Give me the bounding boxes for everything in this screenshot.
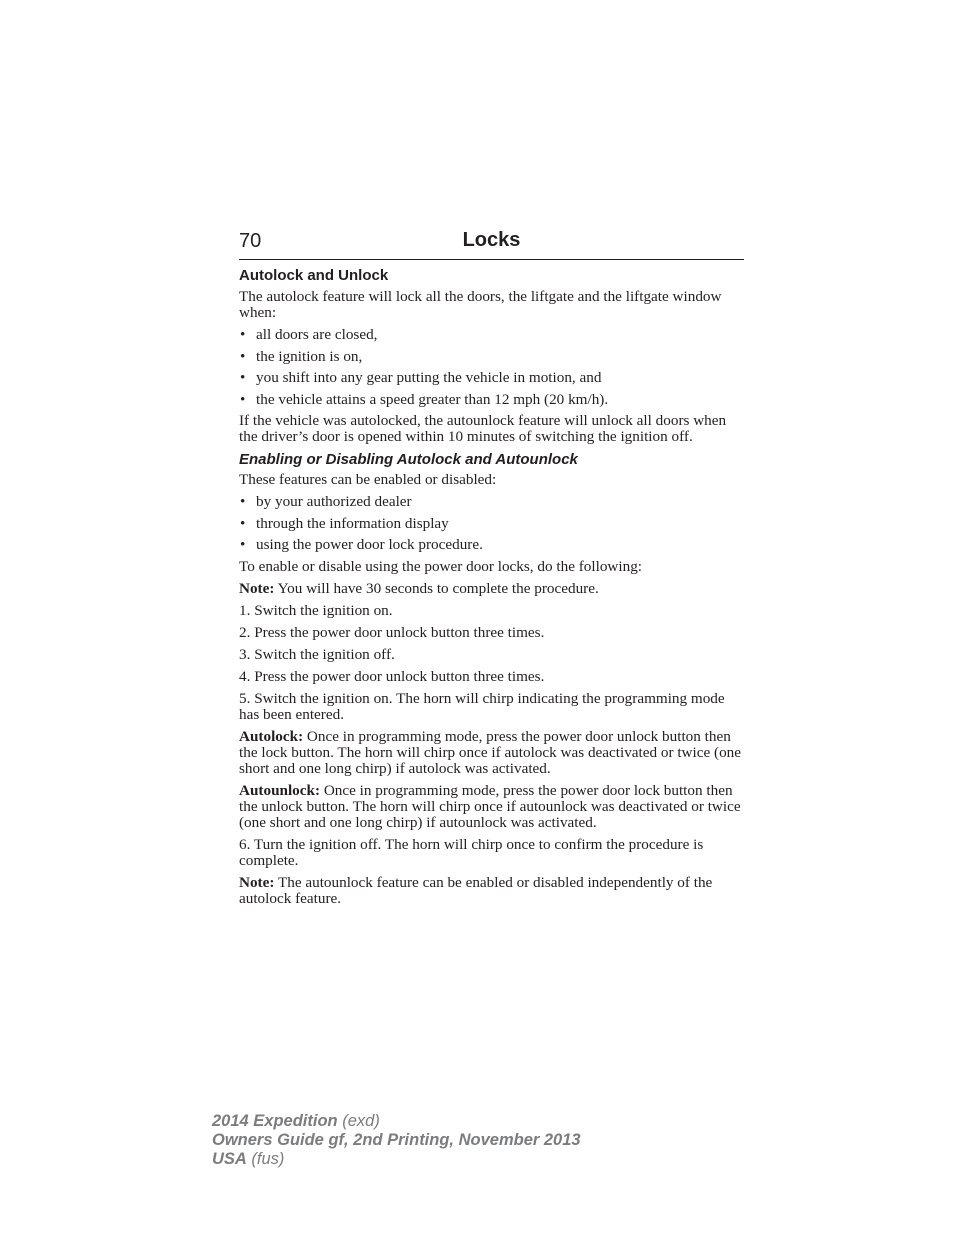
list-item: • the ignition is on, (240, 347, 363, 365)
list-item: • you shift into any gear putting the vehicle in motion, and (240, 369, 602, 386)
step-3: 3. Switch the ignition off. (239, 645, 395, 663)
note-text: The autounlock feature can be enabled or disabled independently of the autolock feature. (239, 873, 713, 907)
bullet-icon: • (240, 369, 246, 386)
page-content (239, 267, 746, 913)
procedure-intro: To enable or disable using the power door locks, do the following: (239, 557, 643, 575)
bullet-icon: • (240, 390, 246, 408)
step-4: 4. Press the power door unlock button three times. (239, 667, 545, 685)
autolock-heading: Autolock and Unlock (239, 267, 389, 284)
autolock-conditions-list (239, 327, 746, 408)
footer-printing: Owners Guide gf, 2nd Printing, November 2013 (212, 1131, 581, 1149)
footer-market: USA (212, 1150, 247, 1168)
enabling-heading: Enabling or Disabling Autolock and Autounlock (239, 451, 578, 468)
enabling-methods-list (239, 494, 746, 553)
note-time-limit (239, 581, 746, 597)
bullet-icon: • (240, 514, 246, 532)
list-item: • through the information display (240, 514, 449, 532)
document-footer (212, 1112, 581, 1169)
step-5: 5. Switch the ignition on. The horn will chirp indicating the programming mode has been entered. (239, 689, 725, 723)
page-number: 70 (239, 230, 262, 252)
footer-model-code: (exd) (337, 1112, 380, 1130)
step-2: 2. Press the power door unlock button three times. (239, 623, 545, 641)
footer-market-code: (fus) (246, 1150, 285, 1168)
list-item: • all doors are closed, (240, 326, 378, 343)
section-title: Locks (462, 229, 521, 251)
bullet-icon: • (240, 536, 246, 553)
footer-model: 2014 Expedition (212, 1112, 338, 1130)
note-text: You will have 30 seconds to complete the procedure. (274, 579, 599, 597)
footer-market-line (212, 1150, 581, 1169)
enabling-intro: These features can be enabled or disabled: (239, 471, 497, 488)
page-header (239, 228, 744, 260)
bullet-icon: • (240, 326, 246, 343)
autolock-intro: The autolock feature will lock all the doors, the liftgate and the liftgate window when: (239, 288, 722, 321)
list-item: • by your authorized dealer (240, 493, 412, 510)
step-6: 6. Turn the ignition off. The horn will chirp once to confirm the procedure is complete. (239, 835, 704, 869)
note-independent (239, 875, 746, 907)
autounlock-description: If the vehicle was autolocked, the autounlock feature will unlock all doors when the driver’s door is opened within 10 minutes of switching the ignition off. (239, 412, 727, 445)
list-item: • the vehicle attains a speed greater than 12 mph (20 km/h). (240, 390, 609, 408)
step-1: 1. Switch the ignition on. (239, 601, 393, 619)
autolock-instructions (239, 729, 746, 777)
autounlock-instructions (239, 783, 746, 831)
note-label: Note: (239, 579, 275, 597)
bullet-icon: • (240, 493, 246, 510)
list-item: • using the power door lock procedure. (240, 536, 483, 553)
autounlock-text: Once in programming mode, press the power door lock button then the unlock button. The horn will chirp once if autounlock was deactivated or twice (one short and one long chirp) if autounlock was activated. (239, 781, 741, 831)
bullet-icon: • (240, 347, 246, 365)
footer-model-line (212, 1112, 581, 1131)
autolock-label: Autolock: (239, 727, 304, 745)
autolock-text: Once in programming mode, press the power door unlock button then the lock button. The horn will chirp once if autolock was deactivated or twice (one short and one long chirp) if autolock was activated. (239, 727, 742, 777)
autounlock-label: Autounlock: (239, 781, 321, 799)
note-label: Note: (239, 873, 275, 891)
